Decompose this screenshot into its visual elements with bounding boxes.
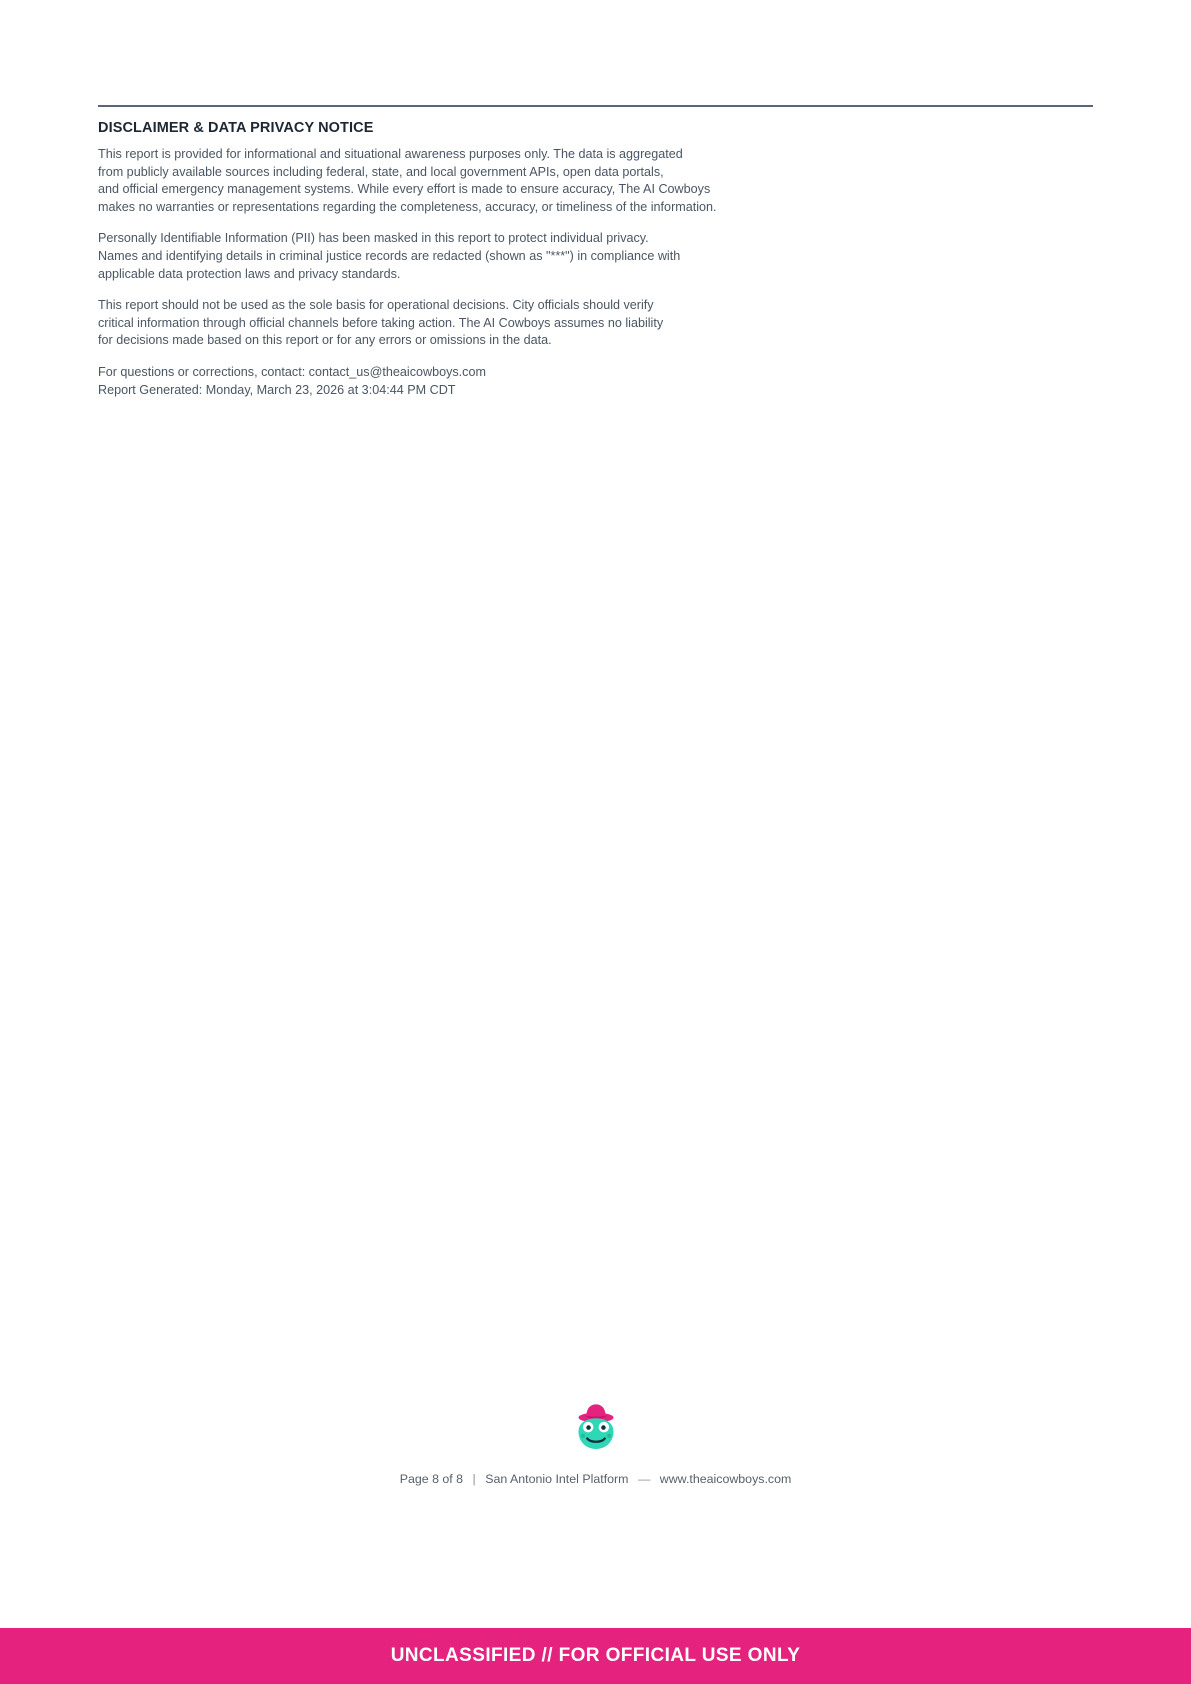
disclaimer-title: DISCLAIMER & DATA PRIVACY NOTICE — [98, 120, 374, 136]
disclaimer-line: applicable data protection laws and privacy standards. — [98, 266, 401, 281]
disclaimer-line: Personally Identifiable Information (PII) has been masked in this report to protect individual privacy. — [98, 231, 649, 246]
contact-line: For questions or corrections, contact: contact_us@theaicowboys.com — [98, 364, 486, 379]
cowboy-frog-logo-icon — [568, 1400, 624, 1456]
disclaimer-paragraph — [98, 297, 958, 350]
footer-caption — [0, 1472, 1191, 1486]
disclaimer-line: This report is provided for informational and situational awareness purposes only. The data is aggregated — [98, 147, 683, 161]
report-generated-line: Report Generated: Monday, March 23, 2026 at 3:04:44 PM CDT — [98, 382, 456, 397]
footer-separator: | — [472, 1472, 476, 1486]
disclaimer-paragraph — [98, 146, 958, 216]
disclaimer-line: Names and identifying details in criminal justice records are redacted (shown as "***") in compliance with — [98, 248, 681, 263]
disclaimer-section — [98, 120, 998, 399]
disclaimer-line: This report should not be used as the sole basis for operational decisions. City officials should verify — [98, 298, 654, 313]
disclaimer-line: from publicly available sources including federal, state, and local government APIs, open data portals, — [98, 164, 664, 179]
disclaimer-line: and official emergency management systems. While every effort is made to ensure accuracy, The AI Cowboys — [98, 182, 711, 197]
disclaimer-paragraph — [98, 230, 958, 283]
header-divider — [98, 105, 1093, 107]
classification-label: UNCLASSIFIED // FOR OFFICIAL USE ONLY — [390, 1645, 801, 1666]
footer-logo — [0, 1400, 1191, 1456]
footer-separator: — — [637, 1472, 651, 1486]
page-number: Page 8 of 8 — [399, 1472, 464, 1486]
platform-name: San Antonio Intel Platform — [485, 1472, 629, 1486]
disclaimer-line: makes no warranties or representations regarding the completeness, accuracy, or timeliness of the information. — [98, 199, 717, 214]
classification-banner — [0, 1628, 1191, 1684]
contact-paragraph — [98, 364, 958, 399]
disclaimer-line: critical information through official channels before taking action. The AI Cowboys assumes no liability — [98, 315, 664, 330]
footer-website: www.theaicowboys.com — [659, 1472, 792, 1486]
disclaimer-line: for decisions made based on this report or for any errors or omissions in the data. — [98, 333, 552, 348]
